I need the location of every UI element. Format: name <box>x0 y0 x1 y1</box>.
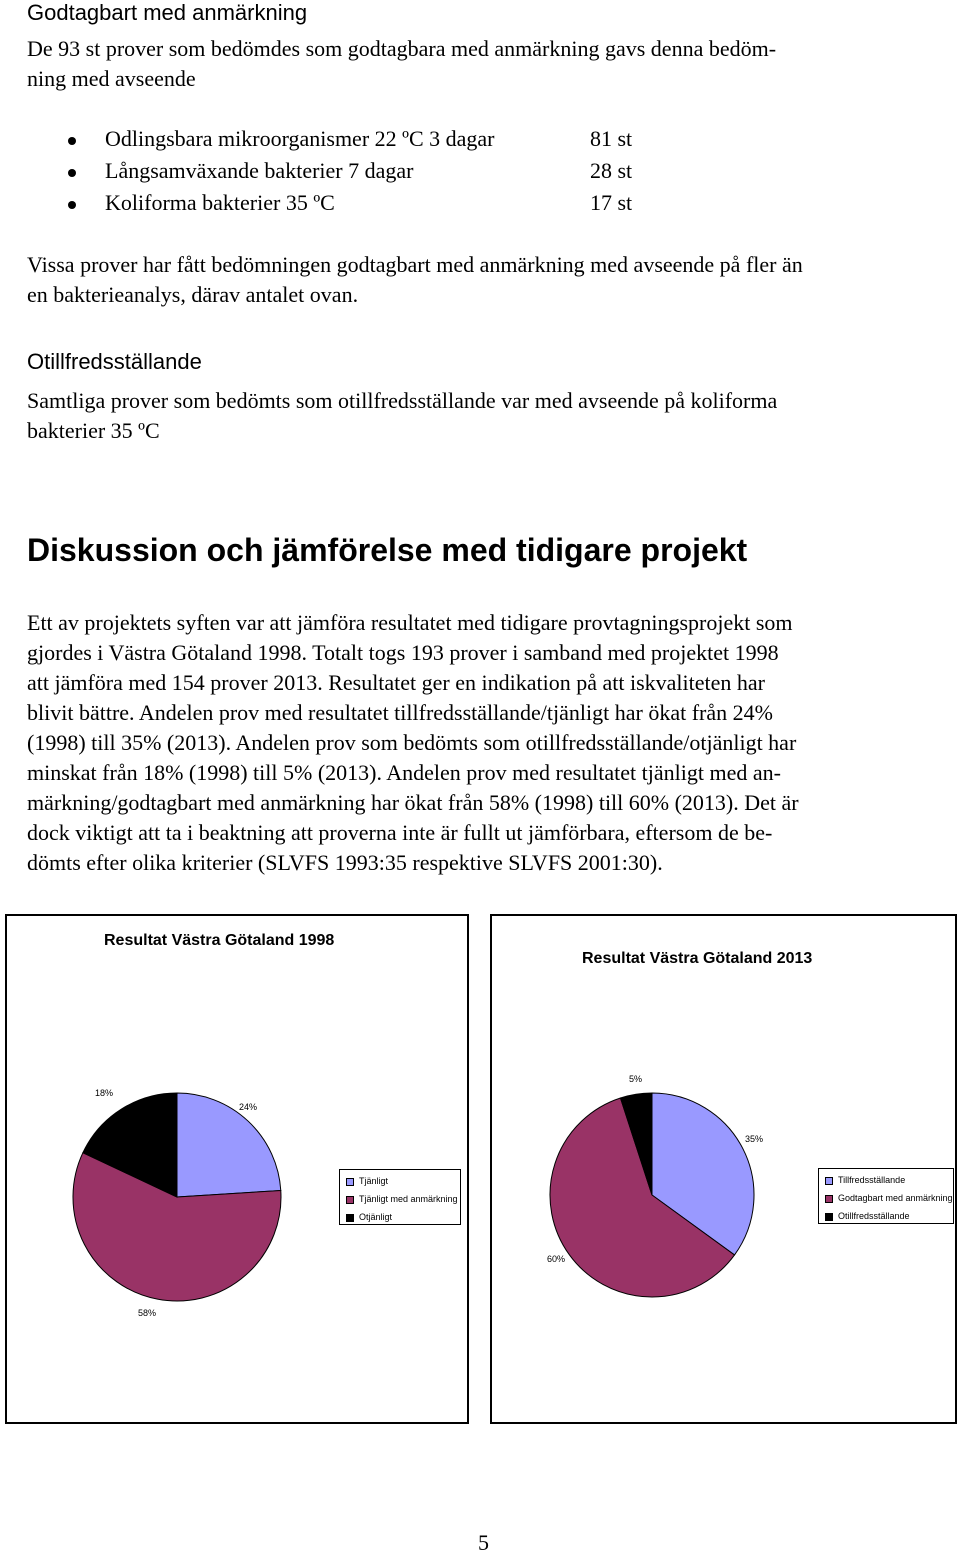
discussion-line: dock viktigt att ta i beaktning att proverna inte är fullt ut jämförbara, eftersom de be- <box>27 820 773 845</box>
text-line: Samtliga prover som bedömts som otillfredsställande var med avseende på koliforma <box>27 388 778 413</box>
legend-label: Tillfredsställande <box>838 1175 906 1185</box>
legend-label: Otillfredsställande <box>838 1211 910 1221</box>
legend-item <box>346 1212 392 1222</box>
legend-item <box>825 1193 953 1203</box>
chart-2013-title: Resultat Västra Götaland 2013 <box>582 950 813 967</box>
otillfredsstallande-paragraph <box>27 386 777 446</box>
legend-swatch-icon <box>825 1195 833 1203</box>
discussion-line: blivit bättre. Andelen prov med resultatet tillfredsställande/tjänligt har ökat från 24% <box>27 700 773 725</box>
intro-line: ning med avseende <box>27 66 196 91</box>
legend-swatch-icon <box>346 1196 354 1204</box>
discussion-line: att jämföra med 154 prover 2013. Resultatet ger en indikation på att iskvaliteten har <box>27 670 765 695</box>
page-heading-diskussion: Diskussion och jämförelse med tidigare projekt <box>27 532 748 568</box>
discussion-line: gjordes i Västra Götaland 1998. Totalt togs 193 prover i samband med projektet 1998 <box>27 640 779 665</box>
discussion-line: dömts efter olika kriterier (SLVFS 1993:35 respektive SLVFS 2001:30). <box>27 850 663 875</box>
legend-item <box>825 1211 910 1221</box>
legend-swatch-icon <box>825 1213 833 1221</box>
bullet-value: 28 st <box>590 158 633 183</box>
legend-label: Tjänligt med anmärkning <box>359 1194 458 1204</box>
bullet-label: Koliforma bakterier 35 ºC <box>105 190 335 215</box>
legend-label: Tjänligt <box>359 1176 389 1186</box>
discussion-paragraph <box>27 608 799 878</box>
discussion-line: märkning/godtagbart med anmärkning har ökat från 58% (1998) till 60% (2013). Det är <box>27 790 799 815</box>
bullet-item <box>68 190 708 220</box>
bullet-label: Odlingsbara mikroorganismer 22 ºC 3 dagar <box>105 126 495 151</box>
chart-1998-label-otjanligt: 18% <box>95 1088 114 1098</box>
legend-label: Otjänligt <box>359 1212 393 1222</box>
chart-1998-label-tjanligt: 24% <box>239 1102 258 1112</box>
legend-label: Godtagbart med anmärkning <box>838 1193 953 1203</box>
note-line: en bakterieanalys, därav antalet ovan. <box>27 282 359 307</box>
chart-1998-label-anmarkning: 58% <box>138 1308 157 1318</box>
chart-1998-frame <box>5 914 469 1424</box>
legend-swatch-icon <box>346 1214 354 1222</box>
legend-item <box>825 1175 905 1185</box>
bullet-item <box>68 158 708 188</box>
bullet-item <box>68 126 708 156</box>
discussion-line: minskat från 18% (1998) till 5% (2013). Andelen prov med resultatet tjänligt med an- <box>27 760 781 785</box>
pie-slice-tjänligt <box>177 1093 281 1197</box>
bullet-dot-icon <box>68 201 76 209</box>
chart-2013-label-otillfredsstallande: 5% <box>629 1074 643 1084</box>
section-heading-godtagbart: Godtagbart med anmärkning <box>27 0 308 25</box>
bullet-dot-icon <box>68 137 76 145</box>
chart-1998-title: Resultat Västra Götaland 1998 <box>104 932 335 949</box>
bullet-value: 81 st <box>590 126 633 151</box>
chart-2013-frame <box>490 914 957 1424</box>
intro-paragraph <box>27 34 776 94</box>
discussion-line: Ett av projektets syften var att jämföra resultatet med tidigare provtagningsprojekt som <box>27 610 793 635</box>
chart-2013-label-tillfredsstallande: 35% <box>745 1134 764 1144</box>
legend-swatch-icon <box>346 1178 354 1186</box>
discussion-line: (1998) till 35% (2013). Andelen prov som bedömts som otillfredsställande/otjänligt har <box>27 730 797 755</box>
intro-line: De 93 st prover som bedömdes som godtagbara med anmärkning gavs denna bedöm- <box>27 36 777 61</box>
section-heading-otillfredsstallande: Otillfredsställande <box>27 349 202 374</box>
chart-2013-legend <box>818 1168 954 1224</box>
chart-1998-legend <box>339 1169 461 1225</box>
page-number: 5 <box>478 1530 489 1555</box>
legend-item <box>346 1194 458 1204</box>
text-line: bakterier 35 ºC <box>27 418 160 443</box>
bullet-dot-icon <box>68 169 76 177</box>
bullet-value: 17 st <box>590 190 633 215</box>
chart-2013-label-anmarkning: 60% <box>547 1254 566 1264</box>
legend-item <box>346 1176 388 1186</box>
legend-swatch-icon <box>825 1177 833 1185</box>
note-paragraph <box>27 250 803 310</box>
bullet-label: Långsamväxande bakterier 7 dagar <box>105 158 414 183</box>
note-line: Vissa prover har fått bedömningen godtagbart med anmärkning med avseende på fler än <box>27 252 803 277</box>
